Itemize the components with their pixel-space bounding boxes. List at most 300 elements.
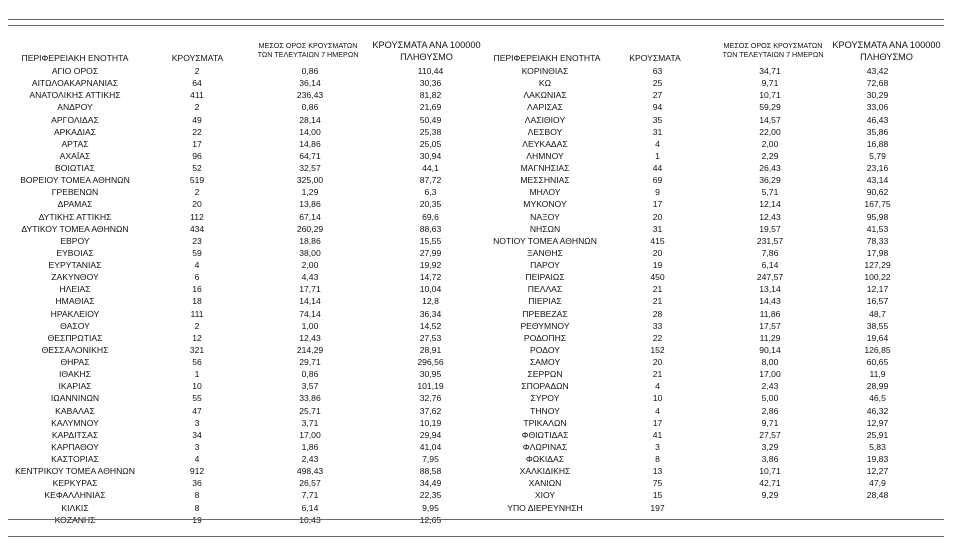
avg-cell: 28,14 bbox=[299, 114, 321, 125]
header-per100k-line2: ΠΛΗΘΥΣΜΟ bbox=[860, 51, 913, 62]
cases-cell: 17 bbox=[192, 138, 202, 149]
avg-cell: 64,71 bbox=[299, 150, 321, 161]
cases-cell: 33 bbox=[652, 320, 663, 331]
region-name-cell: ΚΕΡΚΥΡΑΣ bbox=[52, 478, 98, 489]
avg-cell: 17,00 bbox=[759, 369, 781, 380]
region-name-cell: ΘΑΣΟΥ bbox=[60, 320, 90, 331]
cases-cell: 96 bbox=[192, 150, 202, 161]
region-name-cell: ΒΟΡΕΙΟΥ ΤΟΜΕΑ ΑΘΗΝΩΝ bbox=[20, 175, 130, 186]
per100k-cell: 50,49 bbox=[419, 114, 442, 125]
left-avg-column bbox=[285, 65, 335, 526]
header-avg-line2: ΤΩΝ ΤΕΛΕΥΤΑΙΩΝ 7 ΗΜΕΡΩΝ bbox=[257, 49, 359, 59]
cases-cell: 20 bbox=[192, 199, 202, 210]
avg-cell: 1,86 bbox=[301, 441, 319, 452]
region-name-cell: ΞΑΝΘΗΣ bbox=[527, 247, 563, 258]
per100k-cell: 12,8 bbox=[422, 296, 439, 307]
header-avg-left bbox=[247, 42, 369, 60]
avg-cell: 9,71 bbox=[761, 78, 779, 89]
region-name-cell: ΚΟΡΙΝΘΙΑΣ bbox=[521, 66, 569, 76]
per100k-cell: 28,99 bbox=[866, 381, 889, 392]
cases-cell: 56 bbox=[192, 357, 202, 367]
region-name-cell: ΔΡΑΜΑΣ bbox=[57, 199, 93, 210]
cases-cell: 17 bbox=[652, 417, 663, 428]
avg-cell: 0,86 bbox=[301, 66, 319, 76]
per100k-cell: 101,19 bbox=[417, 381, 444, 392]
avg-cell: 42,71 bbox=[759, 478, 781, 489]
header-region-right: ΠΕΡΙΦΕΡΕΙΑΚΗ ΕΝΟΤΗΤΑ bbox=[493, 53, 601, 63]
region-name-cell: ΘΗΡΑΣ bbox=[60, 357, 90, 367]
cases-cell: 75 bbox=[652, 478, 663, 489]
region-name-cell: ΡΟΔΟΠΗΣ bbox=[523, 332, 567, 343]
cases-cell: 1 bbox=[655, 150, 660, 161]
region-name-cell: ΝΑΞΟΥ bbox=[530, 211, 560, 222]
region-name-cell: ΑΡΚΑΔΙΑΣ bbox=[53, 126, 97, 137]
cases-cell: 22 bbox=[652, 332, 663, 343]
region-name-cell: ΑΝΑΤΟΛΙΚΗΣ ΑΤΤΙΚΗΣ bbox=[29, 90, 121, 101]
avg-cell: 29,71 bbox=[299, 357, 321, 367]
avg-cell: 59,29 bbox=[759, 102, 781, 113]
cases-cell: 21 bbox=[652, 296, 663, 307]
per100k-cell: 44,1 bbox=[422, 163, 439, 173]
region-name-cell: ΔΥΤΙΚΟΥ ΤΟΜΕΑ ΑΘΗΝΩΝ bbox=[21, 223, 129, 234]
per100k-cell: 29,94 bbox=[419, 429, 442, 440]
avg-cell: 6,14 bbox=[301, 502, 319, 513]
per100k-cell: 25,05 bbox=[419, 138, 442, 149]
per100k-cell: 30,36 bbox=[419, 78, 442, 89]
region-name-cell: ΡΕΘΥΜΝΟΥ bbox=[520, 320, 570, 331]
per100k-cell: 21,69 bbox=[419, 102, 442, 113]
right-region-column bbox=[480, 65, 610, 514]
cases-cell: 20 bbox=[652, 357, 663, 367]
cases-cell: 25 bbox=[652, 78, 663, 89]
region-name-cell: ΘΕΣΣΑΛΟΝΙΚΗΣ bbox=[41, 344, 109, 355]
avg-cell: 0,86 bbox=[301, 102, 319, 113]
avg-cell: 18,86 bbox=[299, 235, 321, 246]
avg-cell: 19,57 bbox=[759, 223, 781, 234]
cases-cell: 3 bbox=[194, 417, 200, 428]
cases-cell: 8 bbox=[194, 490, 200, 501]
per100k-cell: 19,64 bbox=[866, 332, 889, 343]
region-name-cell: ΣΑΜΟΥ bbox=[529, 357, 561, 367]
cases-cell: 415 bbox=[650, 235, 665, 246]
per100k-cell: 27,99 bbox=[419, 247, 442, 258]
cases-cell: 47 bbox=[192, 405, 202, 416]
cases-cell: 2 bbox=[194, 320, 200, 331]
avg-cell: 1,29 bbox=[301, 187, 319, 198]
region-name-cell: ΕΒΡΟΥ bbox=[60, 235, 90, 246]
cases-cell: 36 bbox=[192, 478, 202, 489]
cases-cell: 321 bbox=[189, 344, 205, 355]
region-name-cell: ΙΚΑΡΙΑΣ bbox=[58, 381, 92, 392]
region-name-cell: ΔΥΤΙΚΗΣ ΑΤΤΙΚΗΣ bbox=[38, 211, 112, 222]
avg-cell: 17,57 bbox=[759, 320, 781, 331]
per100k-cell: 25,38 bbox=[419, 126, 442, 137]
avg-cell: 14,43 bbox=[759, 296, 781, 307]
cases-cell: 55 bbox=[192, 393, 202, 404]
cases-cell: 20 bbox=[652, 211, 663, 222]
per100k-cell: 15,55 bbox=[419, 235, 442, 246]
avg-cell: 236,43 bbox=[296, 90, 324, 101]
region-name-cell: ΜΗΛΟΥ bbox=[529, 187, 561, 198]
region-name-cell: ΣΥΡΟΥ bbox=[530, 393, 560, 404]
region-name-cell: ΑΓΙΟ ΟΡΟΣ bbox=[51, 66, 99, 76]
region-name-cell: ΧΑΛΚΙΔΙΚΗΣ bbox=[519, 466, 571, 477]
region-name-cell: ΛΑΡΙΣΑΣ bbox=[527, 102, 563, 113]
per100k-cell: 110,44 bbox=[417, 66, 444, 76]
header-avg-right bbox=[712, 42, 834, 60]
region-name-cell: ΤΗΝΟΥ bbox=[530, 405, 560, 416]
per100k-cell: 47,9 bbox=[869, 478, 886, 489]
avg-cell: 6,14 bbox=[761, 260, 779, 270]
avg-cell: 14,57 bbox=[759, 114, 781, 125]
per100k-cell: 5,79 bbox=[869, 150, 886, 161]
cases-cell: 9 bbox=[655, 187, 660, 198]
region-name-cell: ΙΩΑΝΝΙΝΩΝ bbox=[50, 393, 100, 404]
per100k-cell: 30,29 bbox=[866, 90, 889, 101]
avg-cell: 67,14 bbox=[299, 211, 321, 222]
cases-cell: 3 bbox=[194, 441, 200, 452]
cases-cell: 23 bbox=[192, 235, 202, 246]
right-cases-column bbox=[640, 65, 675, 514]
region-name-cell: ΠΕΛΛΑΣ bbox=[527, 284, 563, 295]
cases-cell: 94 bbox=[652, 102, 663, 113]
region-name-cell: ΛΕΥΚΑΔΑΣ bbox=[522, 138, 568, 149]
avg-cell: 11,29 bbox=[759, 332, 781, 343]
region-name-cell: ΘΕΣΠΡΩΤΙΑΣ bbox=[47, 332, 103, 343]
right-per100k-column bbox=[855, 65, 900, 514]
cases-cell: 52 bbox=[192, 163, 202, 173]
per100k-cell: 46,5 bbox=[869, 393, 886, 404]
cases-cell: 197 bbox=[650, 502, 665, 513]
per100k-cell: 11,9 bbox=[869, 369, 886, 380]
avg-cell: 36,14 bbox=[299, 78, 321, 89]
cases-cell: 4 bbox=[194, 260, 200, 270]
header-avg-line1: ΜΕΣΟΣ ΟΡΟΣ ΚΡΟΥΣΜΑΤΩΝ bbox=[723, 41, 823, 50]
cases-cell: 69 bbox=[652, 175, 663, 186]
region-name-cell: ΚΑΒΑΛΑΣ bbox=[55, 405, 95, 416]
region-name-cell: ΜΥΚΟΝΟΥ bbox=[523, 199, 567, 210]
region-name-cell: ΕΥΒΟΙΑΣ bbox=[56, 247, 94, 258]
cases-cell: 31 bbox=[652, 126, 663, 137]
avg-cell: 32,57 bbox=[299, 163, 321, 173]
left-cases-column bbox=[177, 65, 217, 526]
avg-cell: 5,71 bbox=[761, 187, 779, 198]
cases-cell: 27 bbox=[652, 90, 663, 101]
cases-cell: 4 bbox=[655, 381, 660, 392]
avg-cell: 7,86 bbox=[761, 247, 779, 258]
per100k-cell: 20,35 bbox=[419, 199, 442, 210]
header-avg-line1: ΜΕΣΟΣ ΟΡΟΣ ΚΡΟΥΣΜΑΤΩΝ bbox=[258, 41, 358, 50]
per100k-cell: 127,29 bbox=[864, 260, 891, 270]
per100k-cell: 37,62 bbox=[419, 405, 442, 416]
cases-cell: 4 bbox=[194, 454, 200, 464]
cases-cell: 22 bbox=[192, 126, 202, 137]
avg-cell: 231,57 bbox=[756, 235, 784, 246]
avg-cell: 1,00 bbox=[301, 320, 319, 331]
per100k-cell: 87,72 bbox=[419, 175, 442, 186]
avg-cell: 498,43 bbox=[296, 466, 324, 477]
avg-cell: 11,86 bbox=[759, 308, 781, 319]
avg-cell: 3,71 bbox=[301, 417, 319, 428]
per100k-cell: 46,32 bbox=[866, 405, 889, 416]
cases-cell: 18 bbox=[192, 296, 202, 307]
region-name-cell: ΤΡΙΚΑΛΩΝ bbox=[523, 417, 567, 428]
per100k-cell: 41,04 bbox=[419, 441, 442, 452]
per100k-cell: 296,56 bbox=[417, 357, 444, 367]
region-name-cell: ΕΥΡΥΤΑΝΙΑΣ bbox=[48, 260, 102, 270]
cases-cell: 111 bbox=[190, 308, 204, 319]
avg-cell: 3,86 bbox=[761, 454, 779, 464]
per100k-cell: 30,94 bbox=[419, 150, 442, 161]
region-name-cell: ΦΛΩΡΙΝΑΣ bbox=[522, 441, 568, 452]
avg-cell: 10,71 bbox=[759, 90, 781, 101]
region-name-cell: ΜΕΣΣΗΝΙΑΣ bbox=[520, 175, 570, 186]
per100k-cell: 28,48 bbox=[866, 490, 889, 501]
per100k-cell: 95,98 bbox=[866, 211, 889, 222]
cases-cell: 10 bbox=[192, 381, 202, 392]
cases-cell: 1 bbox=[194, 369, 200, 380]
cases-cell: 35 bbox=[652, 114, 663, 125]
per100k-cell: 19,83 bbox=[866, 454, 889, 464]
region-name-cell: ΒΟΙΩΤΙΑΣ bbox=[55, 163, 95, 173]
cases-cell: 4 bbox=[655, 405, 660, 416]
region-name-cell: ΚΕΦΑΛΛΗΝΙΑΣ bbox=[44, 490, 106, 501]
per100k-cell: 28,91 bbox=[419, 344, 442, 355]
region-name-cell: ΡΟΔΟΥ bbox=[530, 344, 560, 355]
per100k-cell: 41,53 bbox=[866, 223, 889, 234]
cases-cell: 2 bbox=[194, 66, 200, 76]
avg-cell: 27,57 bbox=[759, 429, 781, 440]
right-avg-column bbox=[745, 65, 795, 514]
per100k-cell: 14,72 bbox=[419, 272, 442, 283]
cases-cell: 411 bbox=[190, 90, 204, 101]
per100k-cell: 60,65 bbox=[866, 357, 889, 367]
header-avg-line2: ΤΩΝ ΤΕΛΕΥΤΑΙΩΝ 7 ΗΜΕΡΩΝ bbox=[722, 49, 824, 59]
header-per100k-line1: ΚΡΟΥΣΜΑΤΑ ΑΝΑ 100000 bbox=[832, 40, 941, 50]
region-name-cell: ΚΑΣΤΟΡΙΑΣ bbox=[51, 454, 99, 464]
per100k-cell: 126,85 bbox=[864, 344, 891, 355]
region-name-cell: ΜΑΓΝΗΣΙΑΣ bbox=[520, 163, 570, 173]
avg-cell: 4,43 bbox=[301, 272, 319, 283]
region-name-cell: ΠΙΕΡΙΑΣ bbox=[528, 296, 562, 307]
per100k-cell: 88,58 bbox=[419, 466, 442, 477]
cases-cell: 21 bbox=[652, 284, 663, 295]
avg-cell: 247,57 bbox=[756, 272, 784, 283]
per100k-cell: 100,22 bbox=[864, 272, 891, 283]
header-cases-left: ΚΡΟΥΣΜΑΤΑ bbox=[171, 53, 224, 63]
cases-cell: 6 bbox=[194, 272, 200, 283]
cases-cell: 59 bbox=[192, 247, 202, 258]
avg-cell: 33,86 bbox=[299, 393, 321, 404]
per100k-cell: 72,68 bbox=[866, 78, 889, 89]
avg-cell: 12,14 bbox=[759, 199, 781, 210]
avg-cell: 2,00 bbox=[301, 260, 319, 270]
avg-cell: 90,14 bbox=[759, 344, 781, 355]
avg-cell: 7,71 bbox=[301, 490, 319, 501]
per100k-cell: 16,57 bbox=[866, 296, 889, 307]
region-name-cell: ΑΙΤΩΛΟΑΚΑΡΝΑΝΙΑΣ bbox=[31, 78, 119, 89]
per100k-cell: 10,19 bbox=[419, 417, 442, 428]
avg-cell bbox=[745, 502, 795, 514]
avg-cell: 2,43 bbox=[301, 454, 319, 464]
avg-cell: 10,71 bbox=[759, 466, 781, 477]
per100k-cell: 12,97 bbox=[866, 417, 889, 428]
region-name-cell: ΓΡΕΒΕΝΩΝ bbox=[51, 187, 99, 198]
per100k-cell: 78,33 bbox=[866, 235, 889, 246]
region-name-cell: ΠΡΕΒΕΖΑΣ bbox=[522, 308, 568, 319]
cases-cell: 17 bbox=[652, 199, 663, 210]
cases-cell: 21 bbox=[652, 369, 663, 380]
avg-cell: 12,43 bbox=[759, 211, 781, 222]
per100k-cell: 9,95 bbox=[422, 502, 439, 513]
cases-cell: 4 bbox=[655, 138, 660, 149]
region-name-cell: ΝΗΣΩΝ bbox=[529, 223, 561, 234]
avg-cell: 2,43 bbox=[761, 381, 779, 392]
cases-cell: 10 bbox=[652, 393, 663, 404]
avg-cell: 5,00 bbox=[761, 393, 779, 404]
bottom-rule-secondary bbox=[8, 536, 944, 537]
cases-cell: 112 bbox=[190, 211, 204, 222]
per100k-cell: 5,83 bbox=[869, 441, 886, 452]
region-name-cell: ΛΕΣΒΟΥ bbox=[527, 126, 563, 137]
cases-cell: 3 bbox=[655, 441, 660, 452]
region-name-cell: ΣΕΡΡΩΝ bbox=[527, 369, 563, 380]
per100k-cell: 35,86 bbox=[866, 126, 889, 137]
cases-cell: 15 bbox=[652, 490, 663, 501]
region-name-cell: ΑΧΑΪΑΣ bbox=[59, 150, 91, 161]
per100k-cell: 14,52 bbox=[419, 320, 442, 331]
region-name-cell: ΦΩΚΙΔΑΣ bbox=[525, 454, 565, 464]
cases-cell: 2 bbox=[194, 102, 200, 113]
region-name-cell: ΧΙΟΥ bbox=[534, 490, 556, 501]
cases-cell: 49 bbox=[192, 114, 202, 125]
per100k-cell: 90,62 bbox=[866, 187, 889, 198]
region-name-cell: ΧΑΝΙΩΝ bbox=[528, 478, 562, 489]
bottom-rule bbox=[8, 519, 944, 520]
cases-cell: 63 bbox=[652, 66, 663, 76]
region-name-cell: ΛΑΣΙΘΙΟΥ bbox=[524, 114, 566, 125]
per100k-cell: 16,88 bbox=[866, 138, 889, 149]
region-name-cell: ΠΕΙΡΑΙΩΣ bbox=[525, 272, 565, 283]
region-name-cell: ΦΘΙΩΤΙΔΑΣ bbox=[521, 429, 569, 440]
region-name-cell: ΚΑΡΔΙΤΣΑΣ bbox=[51, 429, 99, 440]
avg-cell: 26,57 bbox=[299, 478, 321, 489]
cases-cell: 8 bbox=[194, 502, 200, 513]
avg-cell: 74,14 bbox=[299, 308, 321, 319]
avg-cell: 17,71 bbox=[299, 284, 321, 295]
avg-cell: 13,14 bbox=[759, 284, 781, 295]
per100k-cell: 43,14 bbox=[866, 175, 889, 186]
per100k-cell: 23,16 bbox=[866, 163, 889, 173]
per100k-cell: 38,55 bbox=[866, 320, 889, 331]
avg-cell: 22,00 bbox=[759, 126, 781, 137]
cases-cell: 16 bbox=[192, 284, 202, 295]
cases-cell: 152 bbox=[650, 344, 665, 355]
header-per100k-line1: ΚΡΟΥΣΜΑΤΑ ΑΝΑ 100000 bbox=[372, 40, 481, 50]
region-name-cell: ΚΩ bbox=[538, 78, 552, 89]
region-name-cell: ΛΑΚΩΝΙΑΣ bbox=[523, 90, 567, 101]
avg-cell: 214,29 bbox=[296, 344, 324, 355]
region-name-cell: ΗΜΑΘΙΑΣ bbox=[55, 296, 95, 307]
cases-cell: 2 bbox=[194, 187, 200, 198]
per100k-cell: 25,91 bbox=[866, 429, 889, 440]
cases-cell: 434 bbox=[189, 223, 205, 234]
per100k-cell: 7,95 bbox=[422, 454, 439, 464]
avg-cell: 17,00 bbox=[299, 429, 321, 440]
per100k-cell: 48,7 bbox=[869, 308, 886, 319]
avg-cell: 13,86 bbox=[299, 199, 321, 210]
per100k-cell: 32,76 bbox=[419, 393, 442, 404]
per100k-cell: 69,6 bbox=[422, 211, 439, 222]
per100k-cell: 17,98 bbox=[866, 247, 889, 258]
avg-cell: 12,43 bbox=[299, 332, 321, 343]
header-region-left: ΠΕΡΙΦΕΡΕΙΑΚΗ ΕΝΟΤΗΤΑ bbox=[21, 53, 129, 63]
region-name-cell: ΚΕΝΤΡΙΚΟΥ ΤΟΜΕΑ ΑΘΗΝΩΝ bbox=[15, 466, 135, 477]
cases-cell: 19 bbox=[652, 260, 663, 270]
region-name-cell: ΙΘΑΚΗΣ bbox=[59, 369, 91, 380]
per100k-cell: 33,06 bbox=[866, 102, 889, 113]
cases-cell: 8 bbox=[655, 454, 660, 464]
region-name-cell: ΣΠΟΡΑΔΩΝ bbox=[521, 381, 569, 392]
per100k-cell: 43,42 bbox=[866, 66, 889, 76]
cases-cell: 44 bbox=[652, 163, 663, 173]
per100k-cell: 19,92 bbox=[419, 260, 442, 270]
per100k-cell: 34,49 bbox=[419, 478, 442, 489]
region-name-cell: ΚΑΡΠΑΘΟΥ bbox=[51, 441, 99, 452]
avg-cell: 14,14 bbox=[299, 296, 321, 307]
avg-cell: 14,00 bbox=[299, 126, 321, 137]
cases-cell: 12 bbox=[192, 332, 202, 343]
header-cases-right: ΚΡΟΥΣΜΑΤΑ bbox=[629, 53, 681, 63]
cases-cell: 450 bbox=[650, 272, 665, 283]
region-name-cell: ΚΙΛΚΙΣ bbox=[61, 502, 89, 513]
per100k-cell: 46,43 bbox=[866, 114, 889, 125]
region-name-cell: ΖΑΚΥΝΘΟΥ bbox=[51, 272, 99, 283]
region-name-cell: ΑΡΤΑΣ bbox=[61, 138, 89, 149]
avg-cell: 8,00 bbox=[761, 357, 779, 367]
per100k-cell: 12,27 bbox=[866, 466, 889, 477]
cases-cell: 34 bbox=[192, 429, 202, 440]
per100k-cell: 88,63 bbox=[419, 223, 442, 234]
avg-cell: 34,71 bbox=[759, 66, 781, 76]
cases-cell: 31 bbox=[652, 223, 663, 234]
per100k-cell: 167,75 bbox=[864, 199, 891, 210]
avg-cell: 38,00 bbox=[299, 247, 321, 258]
region-name-cell: ΗΛΕΙΑΣ bbox=[59, 284, 91, 295]
region-name-cell: ΑΡΓΟΛΙΔΑΣ bbox=[51, 114, 99, 125]
region-name-cell: ΚΑΛΥΜΝΟΥ bbox=[51, 417, 99, 428]
avg-cell: 260,29 bbox=[296, 223, 324, 234]
cases-cell: 64 bbox=[192, 78, 202, 89]
per100k-cell: 81,82 bbox=[419, 90, 442, 101]
avg-cell: 3,29 bbox=[761, 441, 779, 452]
avg-cell: 2,86 bbox=[761, 405, 779, 416]
region-name-cell: ΛΗΜΝΟΥ bbox=[526, 150, 564, 161]
avg-cell: 0,86 bbox=[301, 369, 319, 380]
cases-cell: 519 bbox=[189, 175, 205, 186]
per100k-cell: 36,34 bbox=[419, 308, 442, 319]
cases-cell: 20 bbox=[652, 247, 663, 258]
avg-cell: 36,29 bbox=[759, 175, 781, 186]
header-per100k-left bbox=[369, 40, 484, 63]
avg-cell: 9,29 bbox=[761, 490, 779, 501]
per100k-cell: 27,53 bbox=[419, 332, 442, 343]
region-name-cell: ΠΑΡΟΥ bbox=[530, 260, 560, 270]
per100k-cell: 10,04 bbox=[419, 284, 442, 295]
avg-cell: 2,29 bbox=[761, 150, 779, 161]
per100k-cell: 22,35 bbox=[419, 490, 442, 501]
header-per100k-line2: ΠΛΗΘΥΣΜΟ bbox=[400, 51, 453, 62]
